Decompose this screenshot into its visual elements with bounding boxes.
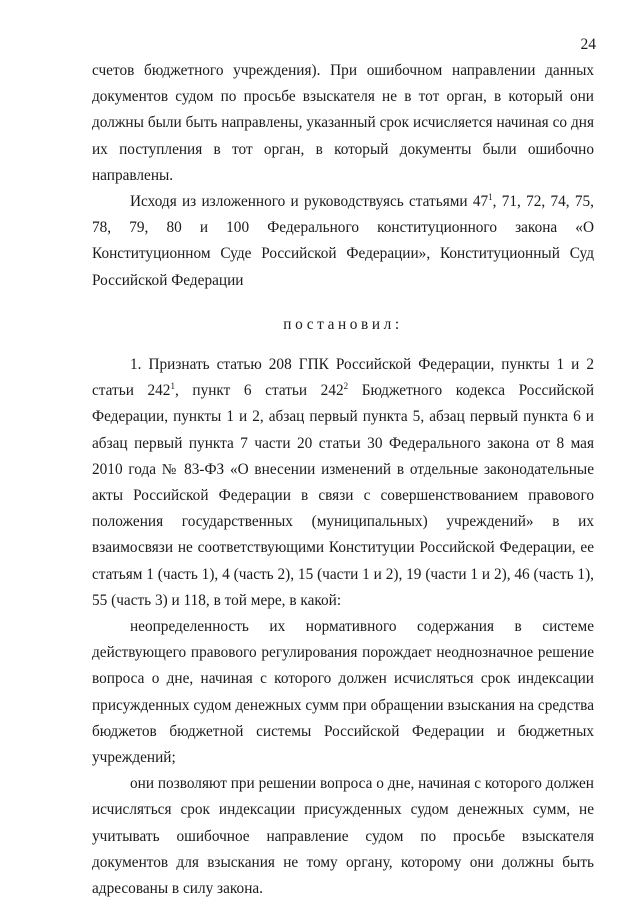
page-number: 24 — [580, 36, 596, 53]
resolution-text-part-3: Бюджетного кодекса Российской Федерации, пункты 1 и 2, абзац первый пункта 5, абзац первый пункта 6 и абзац первый пункта 7 части 20 статьи 30 Федерального закона от 8 мая 2010 года № 83-ФЗ «О внесении изменений в отдельные законодательные акты Российской Федерации в связи с совершенствованием правового положения государственных (муниципальных) учреждений» в их взаимосвязи не соответствующими Конституции Российской Федерации, ее статьям 1 (часть 1), 4 (часть 2), 15 (части 1 и 2), 19 (части 1 и 2), 46 (часть 1), 55 (часть 3) и 118, в той мере, в какой: — [92, 382, 595, 609]
legal-basis-text-start: Исходя из изложенного и руководствуясь статьями 47 — [130, 193, 489, 211]
legal-basis-text-end: , 71, 72, 74, 75, 78, 79, 80 и 100 Федерального конституционного закона «О Конституционном Суде Российской Федерации», Конституционный Суд Российской Федерации — [92, 193, 594, 289]
superscript-marker: 2 — [343, 381, 349, 392]
paragraph-misdirection: они позволяют при решении вопроса о дне, начиная с которого должен исчисляться срок индексации присужденных судом денежных сумм, не учитывать ошибочное направление судом по просьбе взыскателя документов для взыскания не тому органу, которому они должны быть адресованы в силу закона. — [92, 775, 594, 898]
paragraph-continuation: счетов бюджетного учреждения). При ошибочном направлении данных документов судом по просьбе взыскателя не в тот орган, в который они должны были быть направлены, указанный срок исчисляется начиная со дня их поступления в тот орган, в который документы были ошибочно направлены. — [92, 62, 594, 184]
paragraph-uncertainty: неопределенность их нормативного содержания в системе действующего правового регулирования порождает неоднозначное решение вопроса о дне, начиная с которого должен исчисляться срок индексации присужденных судом денежных сумм при обращении взыскания на средства бюджетов бюджетной системы Российской Федерации и бюджетных учреждений; — [92, 618, 594, 767]
document-body — [92, 58, 594, 902]
resolution-text-part-2: , пункт 6 статьи 242 — [174, 382, 344, 400]
paragraph-resolution-item-1 — [92, 352, 594, 614]
resolution-text-part-1: 1. Признать статью 208 ГПК Российской Федерации, пункты 1 и 2 статьи 242 — [92, 356, 594, 400]
paragraph-legal-basis — [92, 189, 594, 294]
superscript-marker: 1 — [170, 381, 175, 392]
superscript-marker: 1 — [488, 192, 493, 203]
resolution-heading: постановил: — [283, 315, 403, 333]
